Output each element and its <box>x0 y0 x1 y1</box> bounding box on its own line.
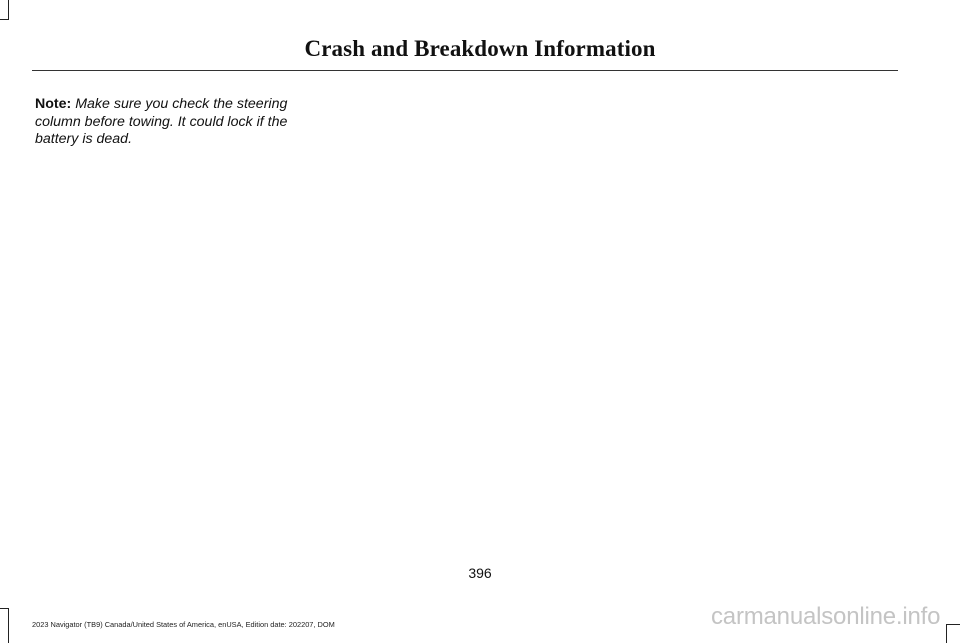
note-paragraph <box>35 96 297 149</box>
header-divider <box>32 70 898 71</box>
page-number: 396 <box>468 565 492 581</box>
crop-mark-top-left-vertical <box>8 0 9 20</box>
page-title: Crash and Breakdown Information <box>304 36 656 61</box>
crop-mark-bottom-left-horizontal <box>0 608 9 609</box>
footer-edition-text: 2023 Navigator (TB9) Canada/United States of America, enUSA, Edition date: 202207, DOM <box>32 620 335 629</box>
watermark: carmanualsonline.info <box>711 603 941 630</box>
crop-mark-bottom-right-vertical <box>946 624 947 643</box>
crop-mark-top-left-horizontal <box>0 19 9 20</box>
note-text: Make sure you check the steering column before towing. It could lock if the battery is dead. <box>35 96 288 147</box>
crop-mark-bottom-left-vertical <box>8 608 9 643</box>
crop-mark-bottom-right-horizontal <box>946 624 960 625</box>
note-label: Note: <box>35 96 72 112</box>
